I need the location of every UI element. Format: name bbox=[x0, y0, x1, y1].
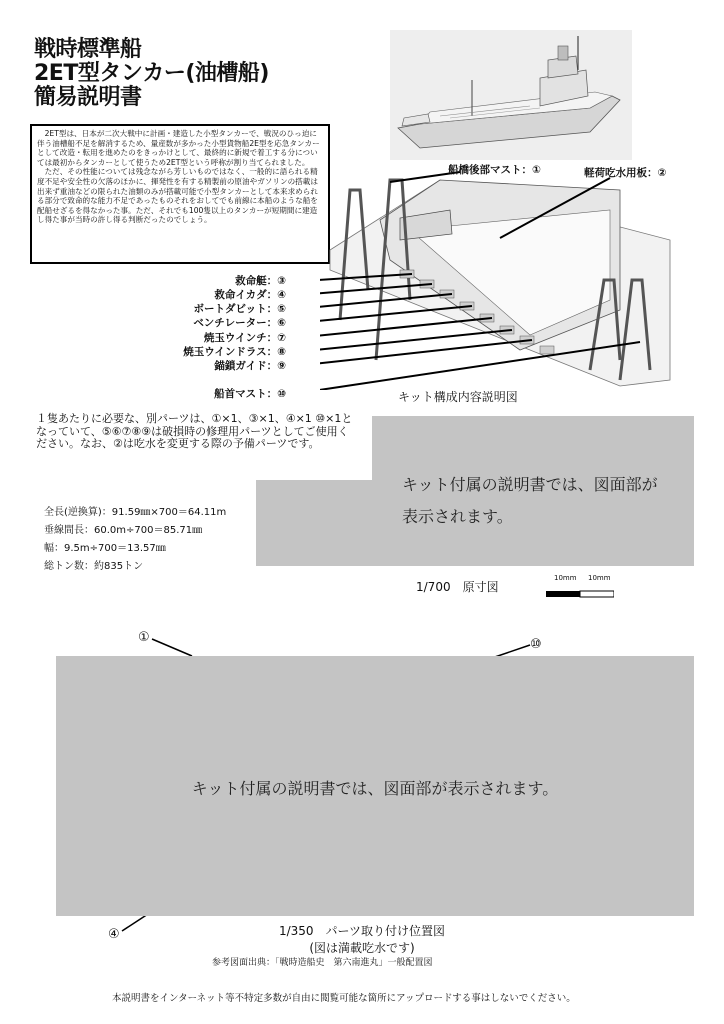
drawing-placeholder-bottom-text: キット付属の説明書では、図面部が表示されます。 bbox=[191, 779, 559, 798]
scale-bar-label-2: 10mm bbox=[588, 574, 611, 582]
scale-bar bbox=[546, 584, 614, 594]
intro-paragraph-2: ただ、その性能については残念ながら芳しいものではなく、一般的に語られる精度不足や安全性の欠落のほかに、揮発性を有する精製前の原油やガソリンの搭載は出来ず重油などの限られた油類のみが搭載可能で小型タンカーとして本来求められる部分で致命的な能力不足であったものそれをおしてでも前線に本船のような船を配船せざるを得なかった事。ただ、それでも100隻以上のタンカーが短期間に建造し得た事が当時の許し得る判断だったのでしょう。 bbox=[37, 167, 318, 225]
intro-box bbox=[30, 124, 330, 264]
drawing-placeholder-top-text-1: キット付属の説明書では、図面部が bbox=[402, 475, 658, 494]
diagram-caption: キット構成内容説明図 bbox=[398, 390, 518, 404]
label-ventilator: ベンチレーター：⑥ bbox=[193, 317, 286, 329]
spec-length-pp: 垂線間長：60.0m÷700＝85.71㎜ bbox=[44, 525, 203, 536]
marker-4: ④ bbox=[108, 927, 120, 942]
label-winch: 焼玉ウインチ：⑦ bbox=[203, 332, 286, 344]
ship-render-image bbox=[390, 30, 632, 160]
parts-note: １隻あたりに必要な、別パーツは、①×1、③×1、④×1 ⑩×1となっていて、⑤⑥⑦⑧⑨は破損時の修理用パーツとしてご使用ください。なお、②は吃水を変更する際の予備パーツです。 bbox=[36, 412, 353, 450]
bottom-caption-line-2: (図は満載吃水です) bbox=[309, 941, 415, 955]
label-bow-mast: 船首マスト：⑩ bbox=[214, 388, 286, 400]
source-reference: 参考図面出典：「戦時造船史 第六南進丸」一般配置図 bbox=[212, 958, 433, 968]
scale-caption: 1/700 原寸図 bbox=[416, 580, 499, 594]
label-draft-plate: 軽荷吃水用板：② bbox=[584, 167, 667, 179]
drawing-placeholder-top-text-2: 表示されます。 bbox=[402, 507, 513, 526]
label-chain-guide: 錨鎖ガイド：⑨ bbox=[214, 360, 286, 372]
label-boat-davit: ボートダビット：⑤ bbox=[193, 303, 286, 315]
scale-bar-label-1: 10mm bbox=[554, 574, 577, 582]
bottom-caption bbox=[212, 922, 512, 956]
footer-notice: 本説明書をインターネット等不特定多数が自由に閲覧可能な箇所にアップロードする事はしないでください。 bbox=[112, 993, 576, 1004]
intro-paragraph-1: 2ET型は、日本が二次大戦中に計画・建造した小型タンカーで、戦況のひっ迫に伴う油槽船不足を解消するため、量産数が多かった小型貨物船2E型を応急タンカーとして改造・転用を進めたのをきっかけとして、最終的に新規で着工する分については最初からタンカーとして使うため2ET型という呼称が割り当てられました。 bbox=[37, 129, 320, 167]
specifications bbox=[44, 504, 226, 576]
kit-contents-diagram bbox=[320, 150, 690, 390]
label-lifeboat: 救命艇：③ bbox=[235, 275, 286, 287]
bottom-caption-line-1: 1/350 パーツ取り付け位置図 bbox=[278, 924, 446, 938]
label-liferaft: 救命イカダ：④ bbox=[214, 289, 286, 301]
title-line-3: 簡易説明書 bbox=[34, 85, 142, 110]
title-line-2: 2ET型タンカー(油槽船) bbox=[34, 61, 269, 86]
spec-tonnage: 総トン数：約835トン bbox=[44, 561, 144, 572]
title-line-1: 戦時標準船 bbox=[34, 37, 142, 62]
spec-length-overall: 全長(逆換算)：91.59㎜×700＝64.11m bbox=[44, 507, 227, 518]
label-bridge-mast: 船橋後部マスト：① bbox=[448, 164, 541, 176]
spec-beam: 幅：9.5m÷700＝13.57㎜ bbox=[44, 543, 166, 554]
marker-1: ① bbox=[138, 630, 150, 645]
marker-10: ⑩ bbox=[530, 637, 542, 652]
document-title bbox=[34, 38, 269, 110]
label-windlass: 焼玉ウインドラス：⑧ bbox=[183, 346, 286, 358]
